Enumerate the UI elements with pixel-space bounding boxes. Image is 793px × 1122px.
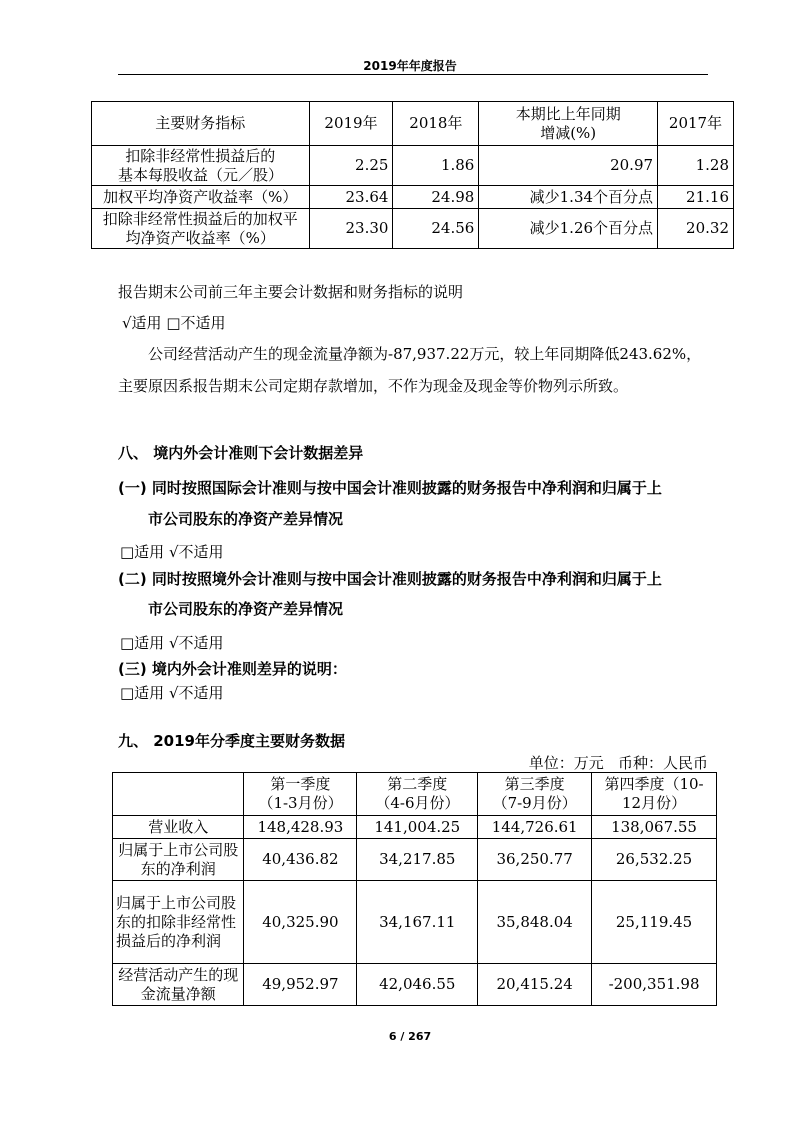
cell: 23.64 [309, 186, 393, 209]
cell: 2.25 [309, 146, 393, 186]
table-row [92, 209, 734, 249]
table-row [113, 839, 717, 881]
row-label: 归属于上市公司股东的扣除非经常性损益后的净利润 [113, 881, 244, 964]
subsection-heading-cont: 市公司股东的净资产差异情况 [148, 600, 344, 618]
cell: 24.56 [393, 209, 479, 249]
financial-indicators-table [91, 101, 734, 249]
subsection-heading: (一) 同时按照国际会计准则与按中国会计准则披露的财务报告中净利润和归属于上 [118, 479, 662, 497]
cell: 138,067.55 [592, 816, 717, 839]
cell: 20,415.24 [478, 964, 592, 1006]
row-label: 扣除非经常性损益后的基本每股收益（元／股） [92, 146, 310, 186]
cell: 1.86 [393, 146, 479, 186]
header-cell: 2019年 [309, 102, 393, 146]
header-title: 2019年年度报告 [363, 59, 457, 73]
paragraph-line: 公司经营活动产生的现金流量净额为-87,937.22万元，较上年同期降低243.62%， [148, 345, 702, 363]
header-cell: 本期比上年同期增减(%) [479, 102, 658, 146]
cell: -200,351.98 [592, 964, 717, 1006]
cell: 21.16 [658, 186, 734, 209]
applicability-option: √适用 □不适用 [122, 314, 226, 332]
header-cell: 2017年 [658, 102, 734, 146]
quarterly-data-table [112, 772, 717, 1006]
table-row [113, 816, 717, 839]
header-cell: 第三季度（7-9月份） [478, 773, 592, 816]
cell: 49,952.97 [244, 964, 357, 1006]
table-row [92, 186, 734, 209]
subsection-heading-cont: 市公司股东的净资产差异情况 [148, 510, 344, 528]
cell: 35,848.04 [478, 881, 592, 964]
header-cell: 第一季度（1-3月份） [244, 773, 357, 816]
subsection-heading: (二) 同时按照境外会计准则与按中国会计准则披露的财务报告中净利润和归属于上 [118, 570, 662, 588]
row-label: 归属于上市公司股东的净利润 [113, 839, 244, 881]
cell: 1.28 [658, 146, 734, 186]
cell: 20.97 [479, 146, 658, 186]
cell: 36,250.77 [478, 839, 592, 881]
table-row [113, 964, 717, 1006]
header-cell: 主要财务指标 [92, 102, 310, 146]
header-cell: 第二季度（4-6月份） [357, 773, 478, 816]
cell: 144,726.61 [478, 816, 592, 839]
cell: 148,428.93 [244, 816, 357, 839]
section-heading-9: 九、 2019年分季度主要财务数据 [118, 732, 345, 750]
row-label: 加权平均净资产收益率（%） [92, 186, 310, 209]
applicability-option: □适用 √不适用 [120, 543, 224, 561]
header-rule [118, 74, 708, 75]
page-number: 6 / 267 [388, 1030, 432, 1043]
applicability-option: □适用 √不适用 [120, 634, 224, 652]
table-row [113, 881, 717, 964]
cell: 42,046.55 [357, 964, 478, 1006]
row-label: 扣除非经常性损益后的加权平均净资产收益率（%） [92, 209, 310, 249]
subsection-heading: (三) 境内外会计准则差异的说明： [118, 660, 347, 678]
cell: 26,532.25 [592, 839, 717, 881]
unit-currency: 单位：万元 币种：人民币 [528, 754, 708, 772]
cell: 40,325.90 [244, 881, 357, 964]
table-row [92, 146, 734, 186]
row-label: 经营活动产生的现金流量净额 [113, 964, 244, 1006]
header-cell: 第四季度（10-12月份） [592, 773, 717, 816]
cell: 34,167.11 [357, 881, 478, 964]
table-header-row [113, 773, 717, 816]
row-label: 营业收入 [113, 816, 244, 839]
applicability-option: □适用 √不适用 [120, 684, 224, 702]
explanation-heading: 报告期末公司前三年主要会计数据和财务指标的说明 [118, 283, 464, 301]
cell: 34,217.85 [357, 839, 478, 881]
section-heading-8: 八、 境内外会计准则下会计数据差异 [118, 444, 364, 462]
cell: 40,436.82 [244, 839, 357, 881]
header-cell: 2018年 [393, 102, 479, 146]
cell: 23.30 [309, 209, 393, 249]
cell: 减少1.34个百分点 [479, 186, 658, 209]
cell: 141,004.25 [357, 816, 478, 839]
table-header-row [92, 102, 734, 146]
paragraph-line: 主要原因系报告期末公司定期存款增加，不作为现金及现金等价物列示所致。 [118, 377, 629, 395]
cell: 减少1.26个百分点 [479, 209, 658, 249]
cell: 24.98 [393, 186, 479, 209]
cell: 25,119.45 [592, 881, 717, 964]
cell: 20.32 [658, 209, 734, 249]
header-cell [113, 773, 244, 816]
